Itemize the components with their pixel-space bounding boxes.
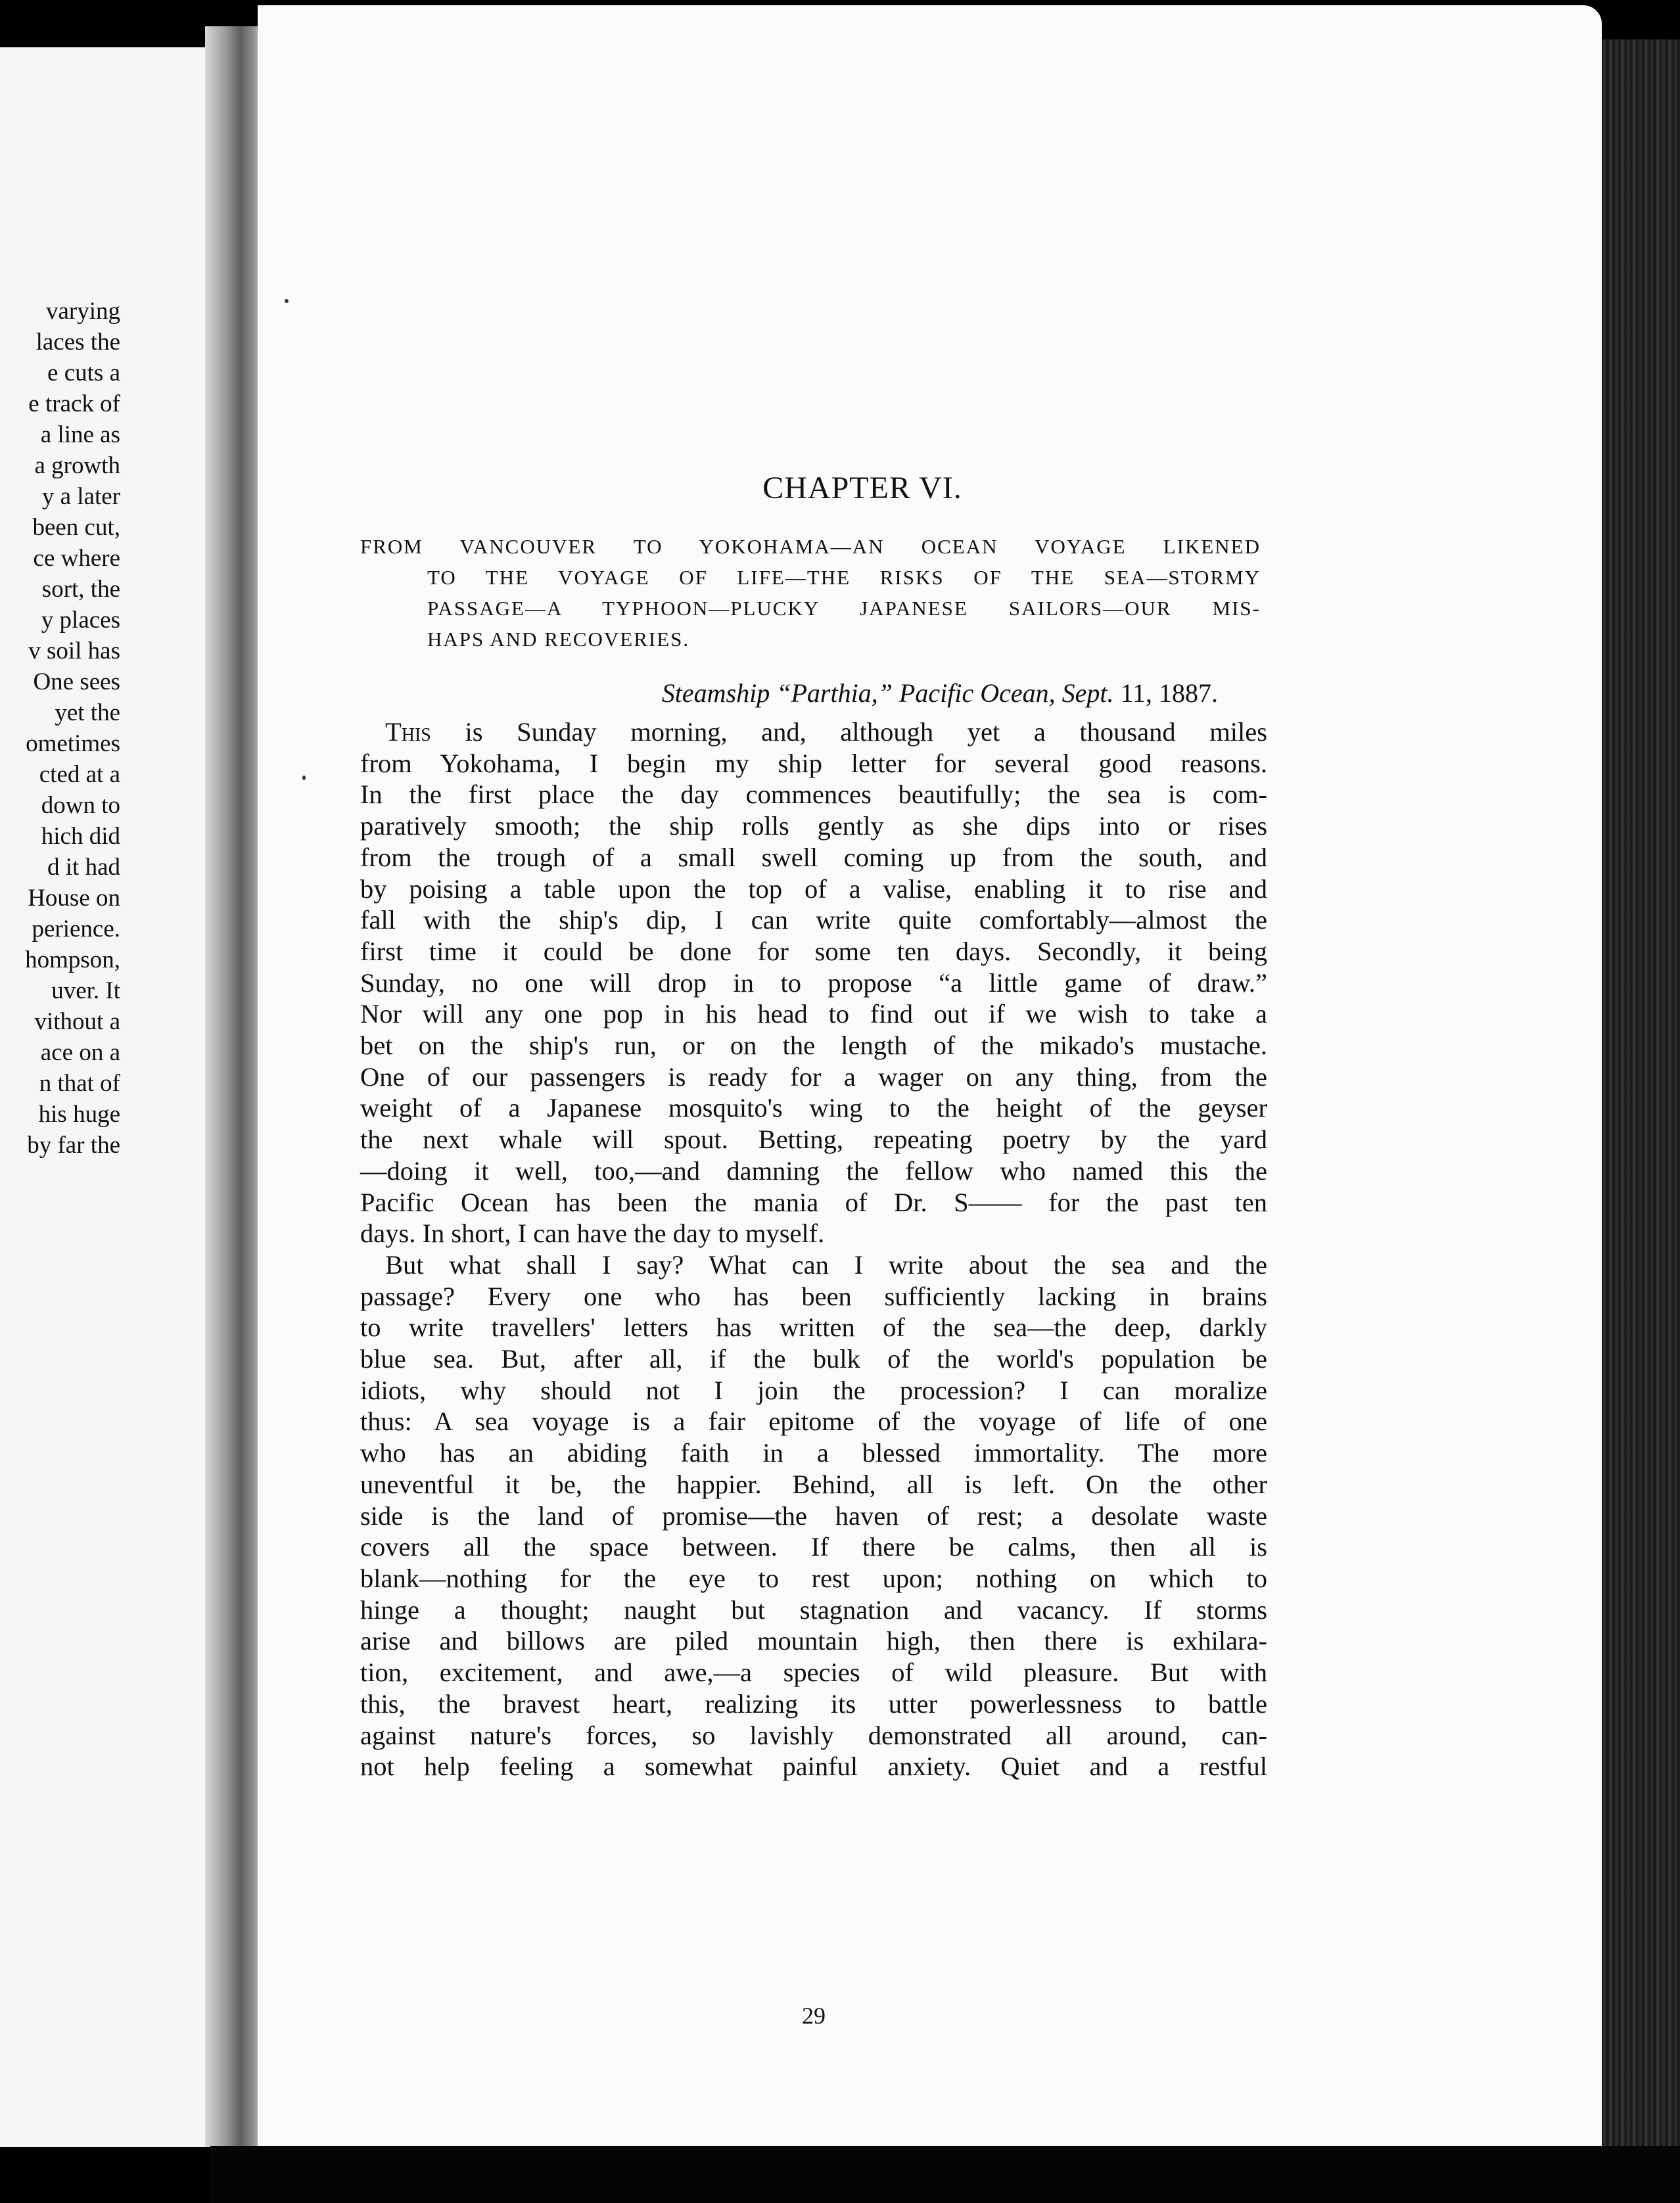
left-page-line: e cuts a (47, 359, 120, 386)
body-line: by poising a table upon the top of a valise, enabling it to rise and (360, 873, 1267, 904)
left-page-line: a line as (40, 421, 120, 448)
left-page-text (0, 296, 120, 1161)
body-line (360, 716, 1267, 748)
left-page-line: n that of (39, 1070, 120, 1097)
dateline-place: Steamship “Parthia,” Pacific Ocean, Sept. (661, 678, 1114, 708)
left-page (0, 47, 217, 2147)
body-line: thus: A sea voyage is a fair epitome of the voyage of life of one (360, 1406, 1267, 1437)
body-line: days. In short, I can have the day to myself. (360, 1218, 825, 1249)
body-line: In the first place the day commences beautifully; the sea is com- (360, 779, 1267, 810)
book-gutter (205, 26, 264, 2147)
body-line: hinge a thought; naught but stagnation and vacancy. If storms (360, 1594, 1267, 1625)
left-page-line: ometimes (26, 730, 120, 757)
body-line: —doing it well, too,—and damning the fellow who named this the (360, 1155, 1267, 1186)
body-line: idiots, why should not I join the procession? I can moralize (360, 1375, 1267, 1405)
page-edge-stack (1602, 39, 1680, 2203)
left-page-line: sort, the (41, 576, 120, 603)
left-page-line: y a later (41, 483, 120, 510)
body-line: One of our passengers is ready for a wager on any thing, from the (360, 1061, 1267, 1092)
body-line: who has an abiding faith in a blessed immortality. The more (360, 1438, 1267, 1468)
left-page-line: his huge (38, 1101, 120, 1128)
chapter-title: CHAPTER VI. (762, 471, 962, 505)
chapter-summary (360, 531, 1261, 655)
dateline-date: 11, 1887. (1120, 678, 1218, 708)
summary-line: PASSAGE—A TYPHOON—PLUCKY JAPANESE SAILORS—OUR MIS- (427, 597, 1261, 620)
body-line: from Yokohama, I begin my ship letter for several good reasons. (360, 748, 1267, 778)
body-line: But what shall I say? What can I write about the sea and the (385, 1249, 1267, 1280)
left-page-line: y places (41, 607, 120, 634)
body-line: against nature's forces, so lavishly demonstrated all around, can- (360, 1720, 1267, 1750)
left-page-line: ce where (33, 545, 120, 572)
body-line: uneventful it be, the happier. Behind, all is left. On the other (360, 1469, 1267, 1499)
ink-speck (285, 299, 289, 303)
left-page-line: by far the (27, 1132, 120, 1159)
body-line: not help feeling a somewhat painful anxiety. Quiet and a restful (360, 1751, 1267, 1782)
body-line: Nor will any one pop in his head to find out if we wish to take a (360, 999, 1267, 1029)
body-line: arise and billows are piled mountain high, then there is exhilara- (360, 1626, 1267, 1656)
left-page-line: down to (41, 792, 120, 819)
left-page-line: varying (45, 298, 120, 325)
body-line: first time it could be done for some ten days. Secondly, it being (360, 936, 1267, 966)
page-number: 29 (802, 2003, 826, 2029)
left-page-line: hich did (41, 823, 120, 850)
body-line: fall with the ship's dip, I can write quite comfortably—almost the (360, 905, 1267, 935)
opening-word: This (385, 717, 431, 747)
body-line: paratively smooth; the ship rolls gently as she dips into or rises (360, 811, 1267, 841)
body-line: blue sea. But, after all, if the bulk of the world's population be (360, 1344, 1267, 1374)
left-page-line: been cut, (32, 514, 120, 541)
left-page-line: One sees (33, 668, 120, 695)
summary-line: HAPS AND RECOVERIES. (427, 628, 690, 651)
left-page-line: v soil has (28, 638, 120, 664)
left-page-line: vithout a (34, 1008, 120, 1035)
body-line: tion, excitement, and awe,—a species of wild pleasure. But with (360, 1658, 1267, 1688)
left-page-line: e track of (28, 390, 120, 417)
summary-line: TO THE VOYAGE OF LIFE—THE RISKS OF THE SEA—STORMY (427, 566, 1261, 589)
left-page-line: ace on a (40, 1039, 120, 1066)
left-page-line: cted at a (39, 761, 120, 788)
body-line: from the trough of a small swell coming up from the south, and (360, 842, 1267, 872)
body-line: passage? Every one who has been sufficiently lacking in brains (360, 1281, 1267, 1311)
ink-speck (302, 776, 306, 780)
body-text (360, 716, 1267, 1782)
body-line: weight of a Japanese mosquito's wing to the height of the geyser (360, 1093, 1267, 1123)
body-line: blank—nothing for the eye to rest upon; nothing on which to (360, 1563, 1267, 1593)
body-line: the next whale will spout. Betting, repeating poetry by the yard (360, 1125, 1267, 1155)
left-page-line: yet the (55, 699, 120, 726)
summary-line: FROM VANCOUVER TO YOKOHAMA—AN OCEAN VOYAGE LIKENED (360, 535, 1261, 558)
body-line: covers all the space between. If there be calms, then all is (360, 1532, 1267, 1562)
scan-bottom-border (210, 2146, 1680, 2203)
left-page-line: perience. (32, 916, 120, 942)
body-line: this, the bravest heart, realizing its utter powerlessness to battle (360, 1688, 1267, 1719)
body-line: Sunday, no one will drop in to propose “a little game of draw.” (360, 967, 1267, 998)
left-page-line: a growth (34, 452, 120, 479)
dateline (360, 677, 1218, 710)
body-line: Pacific Ocean has been the mania of Dr. S—— for the past ten (360, 1187, 1267, 1217)
body-line: bet on the ship's run, or on the length of the mikado's mustache. (360, 1031, 1267, 1061)
body-line: to write travellers' letters has written of the sea—the deep, darkly (360, 1312, 1267, 1343)
left-page-line: hompson, (25, 946, 120, 973)
left-page-line: House on (28, 885, 120, 912)
body-line-text: is Sunday morning, and, although yet a thousand miles (431, 717, 1267, 747)
body-line: side is the land of promise—the haven of rest; a desolate waste (360, 1500, 1267, 1531)
left-page-line: laces the (35, 329, 120, 356)
left-page-line: d it had (47, 854, 120, 881)
left-page-line: uver. It (51, 977, 120, 1004)
